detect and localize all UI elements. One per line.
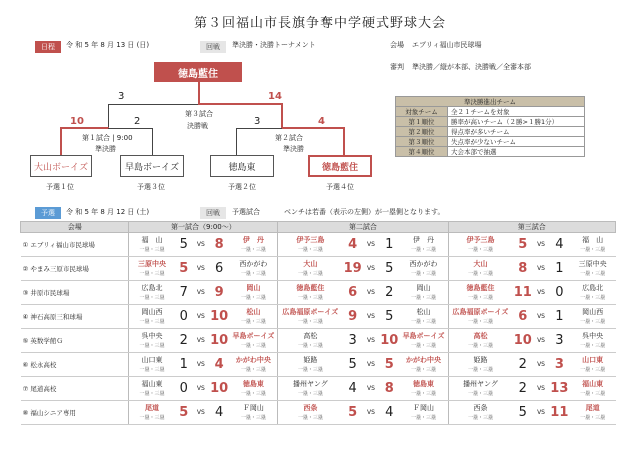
team-name: 福 山 bbox=[141, 235, 163, 244]
score-left: 3 bbox=[342, 329, 363, 353]
team-name: 広島北 bbox=[582, 283, 604, 292]
ranking-key: 第２順位 bbox=[396, 127, 448, 137]
venue-cell: ⑤ 英数学館Ｇ bbox=[21, 329, 129, 353]
team-right bbox=[229, 257, 277, 281]
score-left: 19 bbox=[342, 257, 363, 281]
score-left: 6 bbox=[512, 305, 533, 329]
col-header-game3: 第三試合 bbox=[448, 222, 616, 233]
score-left: 2 bbox=[512, 353, 533, 377]
team-side: 一塁・三塁 bbox=[411, 318, 437, 325]
team-left bbox=[129, 401, 175, 425]
vs-label: VS bbox=[533, 353, 549, 377]
team-left bbox=[448, 257, 512, 281]
team-right bbox=[400, 377, 448, 401]
semi2-label: 第２試合 bbox=[275, 134, 303, 142]
team-name: 高松 bbox=[473, 331, 488, 340]
team-name: 岡山西 bbox=[582, 307, 604, 316]
team-side: 一塁・三塁 bbox=[240, 366, 266, 373]
team-name: 姫路 bbox=[473, 355, 488, 364]
team-left bbox=[129, 353, 175, 377]
team-side: 一塁・三塁 bbox=[297, 414, 323, 421]
semi1-score-right: 2 bbox=[134, 116, 141, 127]
team-left bbox=[129, 329, 175, 353]
score-left: 10 bbox=[512, 329, 533, 353]
team-name: 尾道 bbox=[145, 403, 160, 412]
team-name: 伊予三島 bbox=[296, 235, 325, 244]
team-side: 一塁・三塁 bbox=[467, 390, 493, 397]
team-right bbox=[229, 377, 277, 401]
table-row bbox=[21, 305, 616, 329]
team-left bbox=[448, 329, 512, 353]
final-label: 第３試合 bbox=[185, 110, 213, 118]
team-left bbox=[278, 377, 342, 401]
team-name: 広島北 bbox=[141, 283, 163, 292]
team-side: 一塁・三塁 bbox=[240, 270, 266, 277]
team-name: 広島福原ボーイズ bbox=[452, 307, 509, 316]
score-left: 9 bbox=[342, 305, 363, 329]
vs-label: VS bbox=[533, 233, 549, 257]
bracket-team-3: 徳島東 bbox=[210, 155, 274, 177]
team-left bbox=[129, 257, 175, 281]
team-side: 一塁・三塁 bbox=[467, 318, 493, 325]
team-name: 早島ボーイズ bbox=[232, 331, 275, 340]
team-name: 山口東 bbox=[141, 355, 163, 364]
team-name: 徳島藍住 bbox=[466, 283, 495, 292]
team-left bbox=[278, 305, 342, 329]
team-side: 一塁・三塁 bbox=[297, 294, 323, 301]
vs-label: VS bbox=[533, 305, 549, 329]
team-left bbox=[448, 233, 512, 257]
score-right: 4 bbox=[209, 401, 230, 425]
semi1-label: 第１試合 | 9:00 bbox=[82, 134, 133, 142]
bracket-rank-3: 予選２位 bbox=[228, 183, 256, 191]
prelim-round: 予選試合 bbox=[232, 208, 260, 216]
team-name: 徳島東 bbox=[242, 379, 264, 388]
team-left bbox=[448, 377, 512, 401]
team-side: 一塁・三塁 bbox=[411, 414, 437, 421]
team-right bbox=[570, 353, 616, 377]
ranking-table bbox=[395, 96, 585, 157]
col-header-venue: 会場 bbox=[21, 222, 129, 233]
team-side: 一塁・三塁 bbox=[139, 390, 165, 397]
team-right bbox=[570, 377, 616, 401]
team-left bbox=[129, 305, 175, 329]
score-left: 5 bbox=[342, 353, 363, 377]
table-row bbox=[21, 281, 616, 305]
team-side: 一塁・三塁 bbox=[240, 318, 266, 325]
team-right bbox=[400, 305, 448, 329]
score-left: 2 bbox=[512, 377, 533, 401]
team-left bbox=[448, 353, 512, 377]
team-right bbox=[570, 233, 616, 257]
venue-cell: ① エブリィ福山市民球場 bbox=[21, 233, 129, 257]
vs-label: VS bbox=[193, 329, 209, 353]
score-right: 1 bbox=[549, 305, 570, 329]
team-right bbox=[570, 401, 616, 425]
vs-label: VS bbox=[533, 329, 549, 353]
team-side: 一塁・三塁 bbox=[580, 366, 606, 373]
team-right bbox=[229, 281, 277, 305]
score-right: 0 bbox=[549, 281, 570, 305]
team-side: 一塁・三塁 bbox=[467, 366, 493, 373]
team-right bbox=[570, 281, 616, 305]
team-right bbox=[400, 329, 448, 353]
team-right bbox=[229, 305, 277, 329]
team-name: 松山 bbox=[416, 307, 431, 316]
team-name: かがわ中央 bbox=[406, 355, 442, 364]
score-right: 2 bbox=[379, 281, 400, 305]
team-side: 一塁・三塁 bbox=[467, 270, 493, 277]
vs-label: VS bbox=[193, 353, 209, 377]
team-side: 一塁・三塁 bbox=[240, 294, 266, 301]
vs-label: VS bbox=[363, 257, 379, 281]
team-left bbox=[129, 233, 175, 257]
table-row bbox=[21, 233, 616, 257]
team-name: 高松 bbox=[303, 331, 318, 340]
table-row bbox=[21, 401, 616, 425]
team-name: 岡山西 bbox=[141, 307, 163, 316]
vs-label: VS bbox=[363, 377, 379, 401]
page-title: 第３回福山市長旗争奪中学硬式野球大会 bbox=[193, 16, 446, 31]
team-side: 一塁・三塁 bbox=[297, 366, 323, 373]
vs-label: VS bbox=[363, 281, 379, 305]
team-name: 福山東 bbox=[582, 379, 604, 388]
team-side: 一塁・三塁 bbox=[580, 342, 606, 349]
prelim-tag: 予選 bbox=[35, 207, 61, 219]
prelim-table bbox=[20, 221, 616, 425]
score-left: 5 bbox=[512, 401, 533, 425]
semi1-sub: 準決勝 bbox=[95, 145, 116, 153]
score-left: 8 bbox=[512, 257, 533, 281]
vs-label: VS bbox=[193, 257, 209, 281]
team-name: 西かがわ bbox=[409, 259, 438, 268]
team-name: 広島福原ボーイズ bbox=[282, 307, 339, 316]
round-text: 準決勝・決勝トーナメント bbox=[232, 41, 316, 49]
team-side: 一塁・三塁 bbox=[297, 390, 323, 397]
score-right: 8 bbox=[379, 377, 400, 401]
team-side: 一塁・三塁 bbox=[580, 246, 606, 253]
bracket-rank-4: 予選４位 bbox=[326, 183, 354, 191]
semi2-sub: 準決勝 bbox=[283, 145, 304, 153]
ranking-key: 第４順位 bbox=[396, 147, 448, 157]
team-side: 一塁・三塁 bbox=[139, 366, 165, 373]
team-name: 西条 bbox=[473, 403, 488, 412]
vs-label: VS bbox=[193, 401, 209, 425]
final-score-left: 3 bbox=[118, 91, 125, 102]
team-side: 一塁・三塁 bbox=[139, 294, 165, 301]
team-side: 一塁・三塁 bbox=[580, 294, 606, 301]
score-right: 4 bbox=[379, 401, 400, 425]
team-name: 呉中央 bbox=[141, 331, 163, 340]
score-right: 3 bbox=[549, 353, 570, 377]
table-row bbox=[21, 353, 616, 377]
team-side: 一塁・三塁 bbox=[139, 414, 165, 421]
team-left bbox=[129, 377, 175, 401]
team-right bbox=[229, 329, 277, 353]
round-tag: 回戦 bbox=[200, 41, 226, 53]
table-row bbox=[21, 257, 616, 281]
vs-label: VS bbox=[193, 281, 209, 305]
score-right: 11 bbox=[549, 401, 570, 425]
team-left bbox=[278, 401, 342, 425]
team-side: 一塁・三塁 bbox=[411, 390, 437, 397]
team-name: 松山 bbox=[246, 307, 261, 316]
score-right: 4 bbox=[209, 353, 230, 377]
team-right bbox=[570, 329, 616, 353]
venue-text: エブリィ福山市民球場 bbox=[412, 41, 482, 49]
score-left: 11 bbox=[512, 281, 533, 305]
umpire-label: 審判 bbox=[390, 63, 404, 71]
score-right: 5 bbox=[379, 257, 400, 281]
vs-label: VS bbox=[363, 233, 379, 257]
prelim-note: ベンチは若番（表示の左側）が一塁側となります。 bbox=[284, 208, 445, 216]
score-left: 5 bbox=[342, 401, 363, 425]
final-score-right: 14 bbox=[268, 91, 282, 102]
vs-label: VS bbox=[193, 233, 209, 257]
team-side: 一塁・三塁 bbox=[411, 366, 437, 373]
score-left: 6 bbox=[342, 281, 363, 305]
col-header-game1: 第一試合（9:00〜） bbox=[129, 222, 278, 233]
bracket-rank-2: 予選３位 bbox=[137, 183, 165, 191]
team-name: 福 山 bbox=[582, 235, 604, 244]
team-name: 伊 丹 bbox=[242, 235, 264, 244]
team-name: 大山 bbox=[303, 259, 318, 268]
ranking-value: 全２１チームを対象 bbox=[448, 107, 585, 117]
score-left: 4 bbox=[342, 377, 363, 401]
team-side: 一塁・三塁 bbox=[411, 294, 437, 301]
team-name: 西かがわ bbox=[239, 259, 268, 268]
bracket-team-1: 大山ボーイズ bbox=[30, 155, 92, 177]
venue-cell: ③ 井原市民球場 bbox=[21, 281, 129, 305]
ranking-value: 大会本部で抽選 bbox=[448, 147, 585, 157]
team-side: 一塁・三塁 bbox=[240, 414, 266, 421]
venue-cell: ② やまみ三原市民球場 bbox=[21, 257, 129, 281]
ranking-key: 第１順位 bbox=[396, 117, 448, 127]
date-tag: 日程 bbox=[35, 41, 61, 53]
score-left: 5 bbox=[175, 233, 193, 257]
team-right bbox=[229, 233, 277, 257]
score-right: 10 bbox=[209, 377, 230, 401]
team-name: 徳島東 bbox=[413, 379, 435, 388]
score-right: 1 bbox=[549, 257, 570, 281]
team-name: 尾道 bbox=[585, 403, 600, 412]
team-side: 一塁・三塁 bbox=[139, 270, 165, 277]
score-right: 3 bbox=[549, 329, 570, 353]
bracket-team-2: 早島ボーイズ bbox=[120, 155, 184, 177]
team-right bbox=[400, 353, 448, 377]
team-left bbox=[278, 329, 342, 353]
score-right: 10 bbox=[209, 305, 230, 329]
team-side: 一塁・三塁 bbox=[467, 342, 493, 349]
team-side: 一塁・三塁 bbox=[467, 246, 493, 253]
team-name: 播州ヤング bbox=[463, 379, 498, 388]
team-side: 一塁・三塁 bbox=[297, 246, 323, 253]
team-name: Ｆ岡山 bbox=[413, 403, 435, 412]
ranking-value: 失点率が少ないチーム bbox=[448, 137, 585, 147]
team-side: 一塁・三塁 bbox=[580, 390, 606, 397]
score-left: 1 bbox=[175, 353, 193, 377]
score-left: 5 bbox=[512, 233, 533, 257]
team-side: 一塁・三塁 bbox=[139, 318, 165, 325]
vs-label: VS bbox=[533, 281, 549, 305]
score-right: 8 bbox=[209, 233, 230, 257]
team-side: 一塁・三塁 bbox=[240, 246, 266, 253]
team-name: 大山 bbox=[473, 259, 488, 268]
score-right: 4 bbox=[549, 233, 570, 257]
team-right bbox=[570, 305, 616, 329]
score-left: 0 bbox=[175, 377, 193, 401]
team-side: 一塁・三塁 bbox=[411, 246, 437, 253]
team-left bbox=[278, 233, 342, 257]
team-name: 岡山 bbox=[246, 283, 261, 292]
team-name: 岡山 bbox=[416, 283, 431, 292]
team-right bbox=[400, 233, 448, 257]
team-side: 一塁・三塁 bbox=[467, 294, 493, 301]
team-name: 山口東 bbox=[582, 355, 604, 364]
date-text: 令 和 5 年 8 月 13 日 (日) bbox=[66, 41, 150, 49]
venue-cell: ⑧ 福山シニア専用 bbox=[21, 401, 129, 425]
team-right bbox=[400, 257, 448, 281]
venue-cell: ⑦ 尾道高校 bbox=[21, 377, 129, 401]
vs-label: VS bbox=[363, 305, 379, 329]
ranking-value: 勝率が高いチーム（２勝>１勝1分） bbox=[448, 117, 585, 127]
team-side: 一塁・三塁 bbox=[411, 270, 437, 277]
team-right bbox=[570, 257, 616, 281]
team-side: 一塁・三塁 bbox=[580, 318, 606, 325]
team-side: 一塁・三塁 bbox=[580, 270, 606, 277]
ranking-key: 対象チーム bbox=[396, 107, 448, 117]
score-left: 5 bbox=[175, 401, 193, 425]
vs-label: VS bbox=[193, 377, 209, 401]
team-side: 一塁・三塁 bbox=[411, 342, 437, 349]
team-left bbox=[278, 257, 342, 281]
vs-label: VS bbox=[363, 329, 379, 353]
team-left bbox=[278, 281, 342, 305]
team-name: 播州ヤング bbox=[292, 379, 328, 388]
team-right bbox=[229, 353, 277, 377]
team-left bbox=[448, 401, 512, 425]
prelim-round-tag: 回戦 bbox=[200, 207, 226, 219]
ranking-title: 準決勝進出チーム bbox=[396, 97, 585, 107]
score-right: 9 bbox=[209, 281, 230, 305]
team-left bbox=[448, 281, 512, 305]
semi2-score-right: 4 bbox=[318, 116, 325, 127]
vs-label: VS bbox=[363, 401, 379, 425]
score-right: 5 bbox=[379, 353, 400, 377]
vs-label: VS bbox=[533, 257, 549, 281]
team-name: かがわ中央 bbox=[235, 355, 271, 364]
team-right bbox=[400, 281, 448, 305]
team-side: 一塁・三塁 bbox=[580, 414, 606, 421]
team-side: 一塁・三塁 bbox=[240, 390, 266, 397]
team-name: 三原中央 bbox=[578, 259, 607, 268]
score-left: 0 bbox=[175, 305, 193, 329]
ranking-value: 得点率が多いチーム bbox=[448, 127, 585, 137]
team-name: 徳島藍住 bbox=[296, 283, 325, 292]
team-name: 福山東 bbox=[141, 379, 163, 388]
score-right: 5 bbox=[379, 305, 400, 329]
table-row bbox=[21, 377, 616, 401]
team-right bbox=[229, 401, 277, 425]
score-right: 10 bbox=[379, 329, 400, 353]
score-right: 1 bbox=[379, 233, 400, 257]
team-left bbox=[278, 353, 342, 377]
team-left bbox=[448, 305, 512, 329]
col-header-game2: 第二試合 bbox=[278, 222, 448, 233]
venue-cell: ⑥ 松永高校 bbox=[21, 353, 129, 377]
team-name: 伊予三島 bbox=[466, 235, 495, 244]
vs-label: VS bbox=[363, 353, 379, 377]
team-name: 早島ボーイズ bbox=[402, 331, 445, 340]
team-side: 一塁・三塁 bbox=[240, 342, 266, 349]
semi1-score-left: 10 bbox=[70, 116, 84, 127]
vs-label: VS bbox=[193, 305, 209, 329]
vs-label: VS bbox=[533, 377, 549, 401]
score-right: 10 bbox=[209, 329, 230, 353]
score-left: 4 bbox=[342, 233, 363, 257]
vs-label: VS bbox=[533, 401, 549, 425]
team-side: 一塁・三塁 bbox=[467, 414, 493, 421]
team-name: 伊 丹 bbox=[413, 235, 435, 244]
table-row bbox=[21, 329, 616, 353]
team-name: 姫路 bbox=[303, 355, 318, 364]
team-name: 三原中央 bbox=[138, 259, 167, 268]
score-right: 6 bbox=[209, 257, 230, 281]
team-side: 一塁・三塁 bbox=[297, 318, 323, 325]
team-right bbox=[400, 401, 448, 425]
team-side: 一塁・三塁 bbox=[297, 342, 323, 349]
score-left: 5 bbox=[175, 257, 193, 281]
venue-label: 会場 bbox=[390, 41, 404, 49]
champion-box: 徳島藍住 bbox=[154, 62, 242, 82]
semi2-score-left: 3 bbox=[254, 116, 261, 127]
team-name: 西条 bbox=[303, 403, 318, 412]
team-side: 一塁・三塁 bbox=[297, 270, 323, 277]
umpire-text: 準決勝／縦が本部、決勝戦／全審本部 bbox=[412, 63, 531, 71]
team-name: Ｆ岡山 bbox=[242, 403, 264, 412]
score-left: 2 bbox=[175, 329, 193, 353]
team-side: 一塁・三塁 bbox=[139, 342, 165, 349]
venue-cell: ④ 神石高原三和球場 bbox=[21, 305, 129, 329]
bracket-rank-1: 予選１位 bbox=[46, 183, 74, 191]
bracket-team-4: 徳島藍住 bbox=[308, 155, 372, 177]
team-name: 呉中央 bbox=[582, 331, 604, 340]
score-left: 7 bbox=[175, 281, 193, 305]
score-right: 13 bbox=[549, 377, 570, 401]
final-sub: 決勝戦 bbox=[187, 122, 208, 130]
team-side: 一塁・三塁 bbox=[139, 246, 165, 253]
ranking-key: 第３順位 bbox=[396, 137, 448, 147]
team-left bbox=[129, 281, 175, 305]
prelim-date: 令 和 5 年 8 月 12 日 (土) bbox=[66, 208, 150, 216]
